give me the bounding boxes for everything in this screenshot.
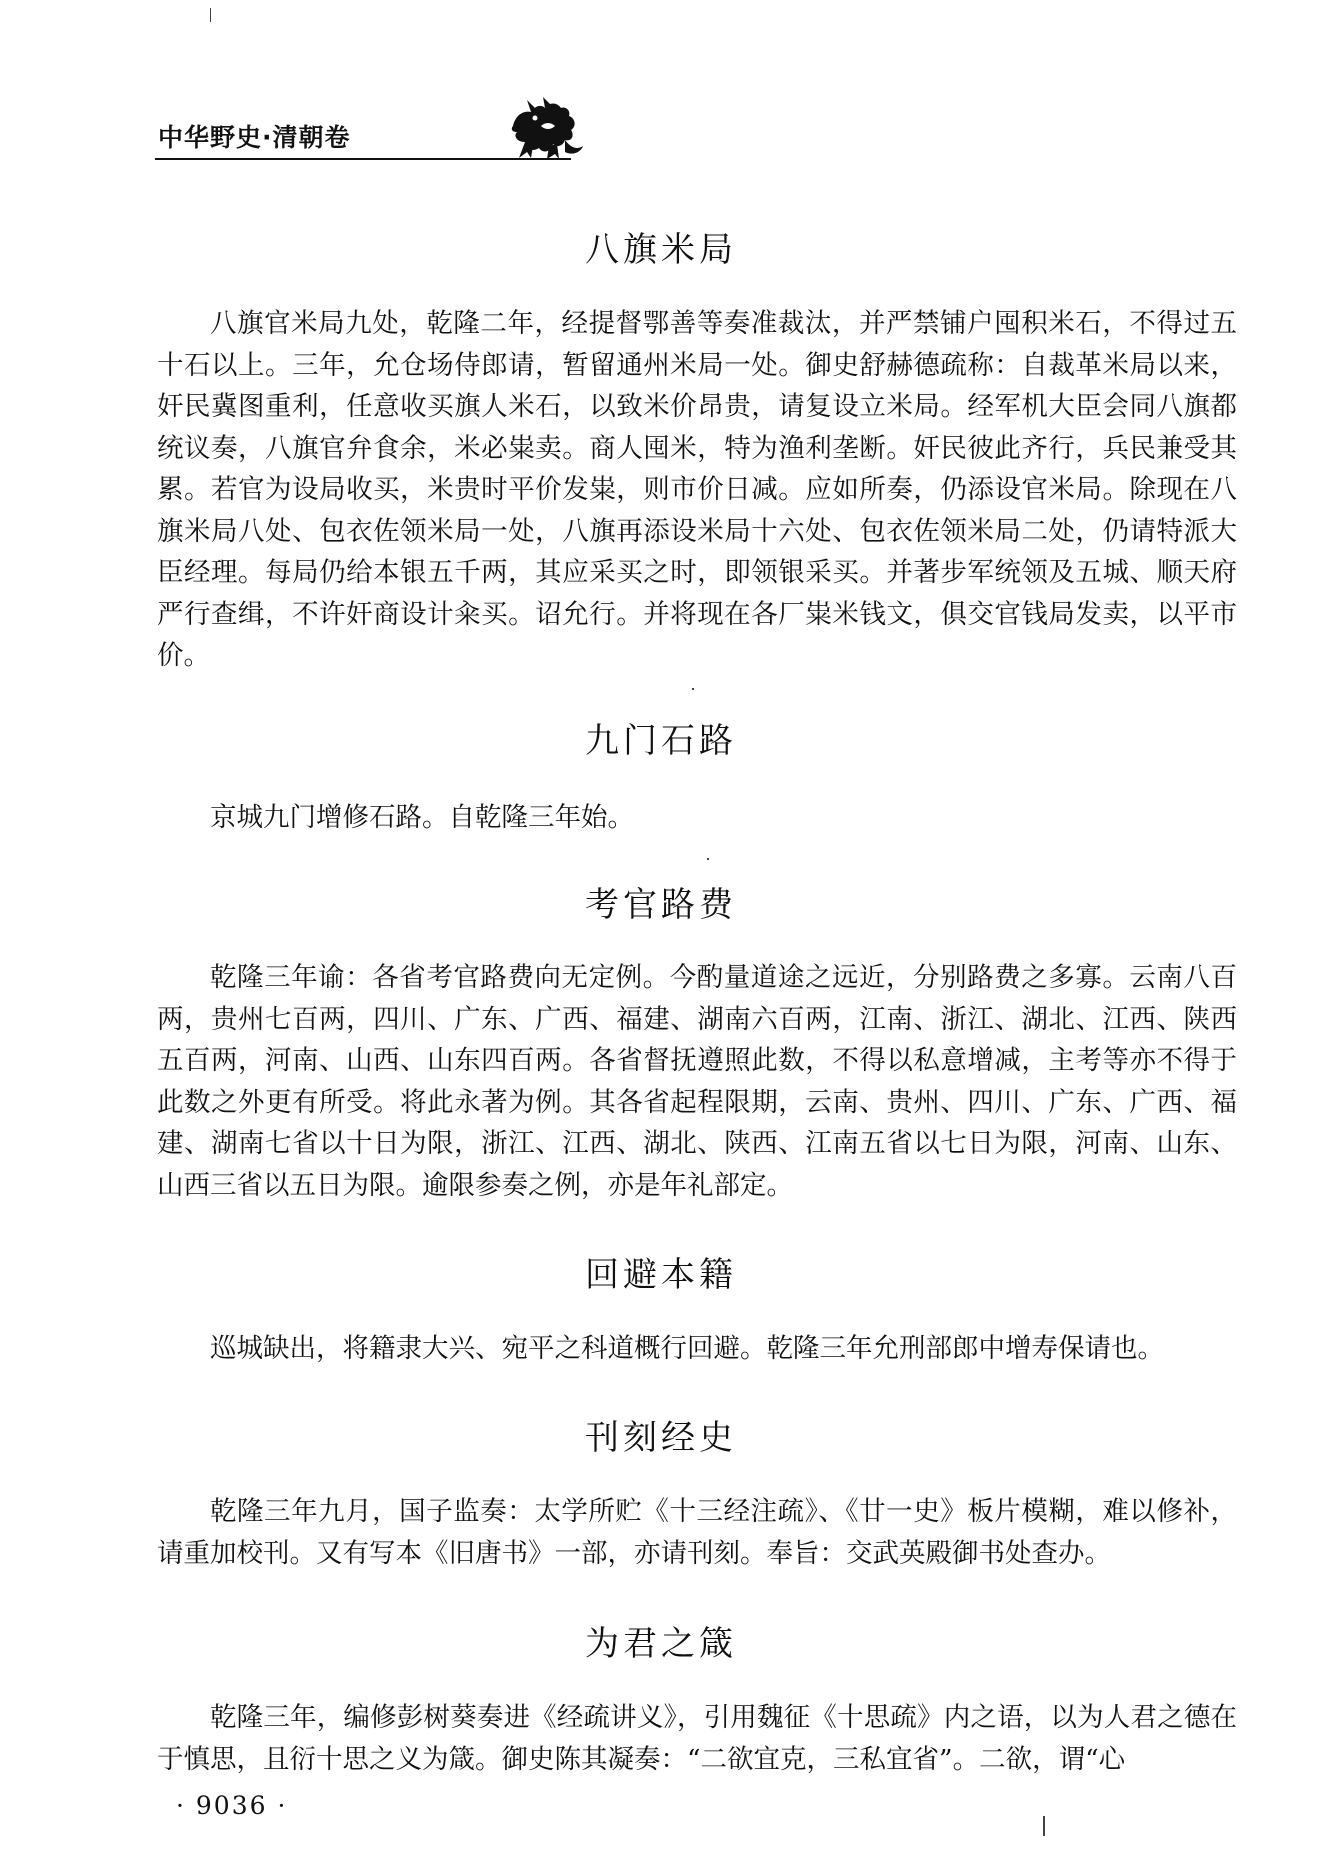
section-title: 为君之箴 [585,1624,737,1664]
section-title: 九门石路 [585,721,737,761]
scan-speck [1043,1816,1045,1836]
scan-speck [692,688,694,690]
page-number: · 9036 · [176,1791,288,1820]
section-body: 乾隆三年九月，国子监奏：太学所贮《十三经注疏》、《廿一史》板片模糊，难以修补，请重加校刊。又有写本《旧唐书》一部，亦请刊刻。奉旨：交武英殿御书处查办。 [157,1496,1237,1569]
scan-speck [210,8,211,22]
dragon-emblem-icon [505,96,585,160]
running-head-rule [155,158,571,160]
section-body: 京城九门增修石路。自乾隆三年始。 [210,802,634,833]
section-title: 刊刻经史 [585,1418,737,1458]
section-body: 乾隆三年谕：各省考官路费向无定例。今酌量道途之远近，分别路费之多寡。云南八百两，贵州七百两，四川、广东、广西、福建、湖南六百两，江南、浙江、湖北、江西、陕西五百两，河南、山西、山东四百两。各省督抚遵照此数，不得以私意增减，主考等亦不得于此数之外更有所受。将此永著为例。其各省起程限期，云南、贵州、四川、广东、广西、福建、湖南七省以十日为限，浙江、江西、湖北、陕西、江南五省以七日为限，河南、山东、山西三省以五日为限。逾限参奏之例，亦是年礼部定。 [157,962,1237,1201]
section-body: 八旗官米局九处，乾隆二年，经提督鄂善等奏准裁汰，并严禁铺户囤积米石，不得过五十石以上。三年，允仓场侍郎请，暂留通州米局一处。御史舒赫德疏称：自裁革米局以来，奸民冀图重利，任意收买旗人米石，以致米价昂贵，请复设立米局。经军机大臣会同八旗都统议奏，八旗官弁食余，米必粜卖。商人囤米，特为渔利垄断。奸民彼此齐行，兵民兼受其累。若官为设局收买，米贵时平价发粜，则市价日减。应如所奏，仍添设官米局。除现在八旗米局八处、包衣佐领米局一处，八旗再添设米局十六处、包衣佐领米局二处，仍请特派大臣经理。每局仍给本银五千两，其应采买之时，即领银采买。并著步军统领及五城、顺天府严行查缉，不许奸商设计籴买。诏允行。并将现在各厂粜米钱文，俱交官钱局发卖，以平市价。 [157,308,1237,671]
section-title: 回避本籍 [585,1255,737,1295]
section-body: 乾隆三年，编修彭树葵奏进《经疏讲义》，引用魏征《十思疏》内之语，以为人君之德在于慎思，且衍十思之义为箴。御史陈其凝奏：“二欲宜克，三私宜省”。二欲，谓“心 [157,1702,1237,1775]
section-title: 八旗米局 [585,230,737,270]
section-title: 考官路费 [585,885,737,925]
running-head [155,110,575,160]
scan-speck [707,858,709,860]
running-head-title: 中华野史·清朝卷 [158,123,351,152]
section-body: 巡城缺出，将籍隶大兴、宛平之科道概行回避。乾隆三年允刑部郎中增寿保请也。 [210,1333,1164,1364]
